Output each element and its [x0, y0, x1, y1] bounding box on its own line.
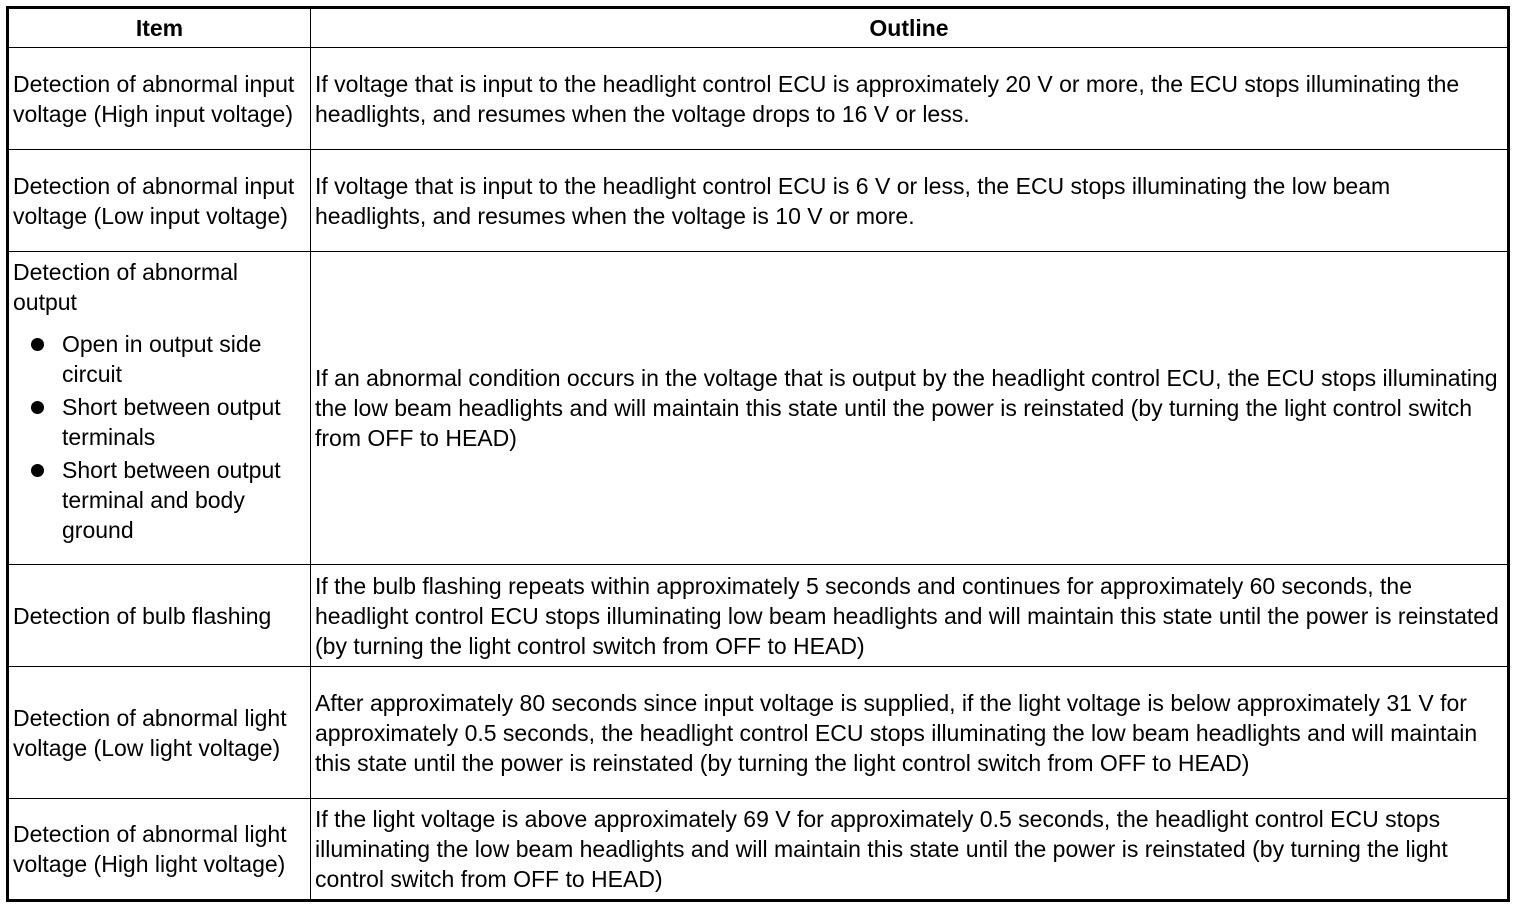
column-header-outline: Outline — [311, 8, 1509, 48]
list-item — [13, 329, 304, 389]
fail-safe-table — [6, 6, 1510, 902]
condition-list — [13, 329, 304, 545]
outline-cell: If voltage that is input to the headlight control ECU is 6 V or less, the ECU stops illuminating the low beam headlights, and resumes when the voltage is 10 V or more. — [311, 150, 1509, 252]
outline-cell: After approximately 80 seconds since input voltage is supplied, if the light voltage is below approximately 31 V for approximately 0.5 seconds, the headlight control ECU stops illuminating the low beam headlights and will maintain this state until the power is reinstated (by turning the light control switch from OFF to HEAD) — [311, 667, 1509, 799]
column-header-item: Item — [8, 8, 311, 48]
table-row — [8, 667, 1509, 799]
list-item-text: Short between output terminal and body ground — [62, 457, 281, 543]
list-item-text: Open in output side circuit — [62, 331, 262, 387]
bullet-icon — [31, 401, 44, 414]
table-row — [8, 48, 1509, 150]
item-label: Detection of abnormal output — [13, 259, 239, 315]
item-cell — [8, 252, 311, 565]
table-row — [8, 252, 1509, 565]
list-item — [13, 392, 304, 452]
outline-cell: If the light voltage is above approximately 69 V for approximately 0.5 seconds, the headlight control ECU stops illuminating the low beam headlights and will maintain this state until the power is reinstated (by turning the light control switch from OFF to HEAD) — [311, 799, 1509, 901]
item-cell: Detection of abnormal input voltage (High input voltage) — [8, 48, 311, 150]
table-row — [8, 565, 1509, 667]
table-row — [8, 799, 1509, 901]
list-item-text: Short between output terminals — [62, 394, 281, 450]
item-cell: Detection of bulb flashing — [8, 565, 311, 667]
item-cell: Detection of abnormal light voltage (Low light voltage) — [8, 667, 311, 799]
bullet-icon — [31, 464, 44, 477]
table-row — [8, 150, 1509, 252]
outline-cell: If an abnormal condition occurs in the voltage that is output by the headlight control ECU, the ECU stops illuminating the low beam headlights and will maintain this state until the power is reinstated (by turning the light control switch from OFF to HEAD) — [311, 252, 1509, 565]
table-header-row — [8, 8, 1509, 48]
list-item — [13, 455, 304, 545]
item-cell: Detection of abnormal input voltage (Low input voltage) — [8, 150, 311, 252]
outline-cell: If voltage that is input to the headlight control ECU is approximately 20 V or more, the ECU stops illuminating the headlights, and resumes when the voltage drops to 16 V or less. — [311, 48, 1509, 150]
bullet-icon — [31, 338, 44, 351]
outline-cell: If the bulb flashing repeats within approximately 5 seconds and continues for approximately 60 seconds, the headlight control ECU stops illuminating low beam headlights and will maintain this state until the power is reinstated (by turning the light control switch from OFF to HEAD) — [311, 565, 1509, 667]
item-cell: Detection of abnormal light voltage (High light voltage) — [8, 799, 311, 901]
